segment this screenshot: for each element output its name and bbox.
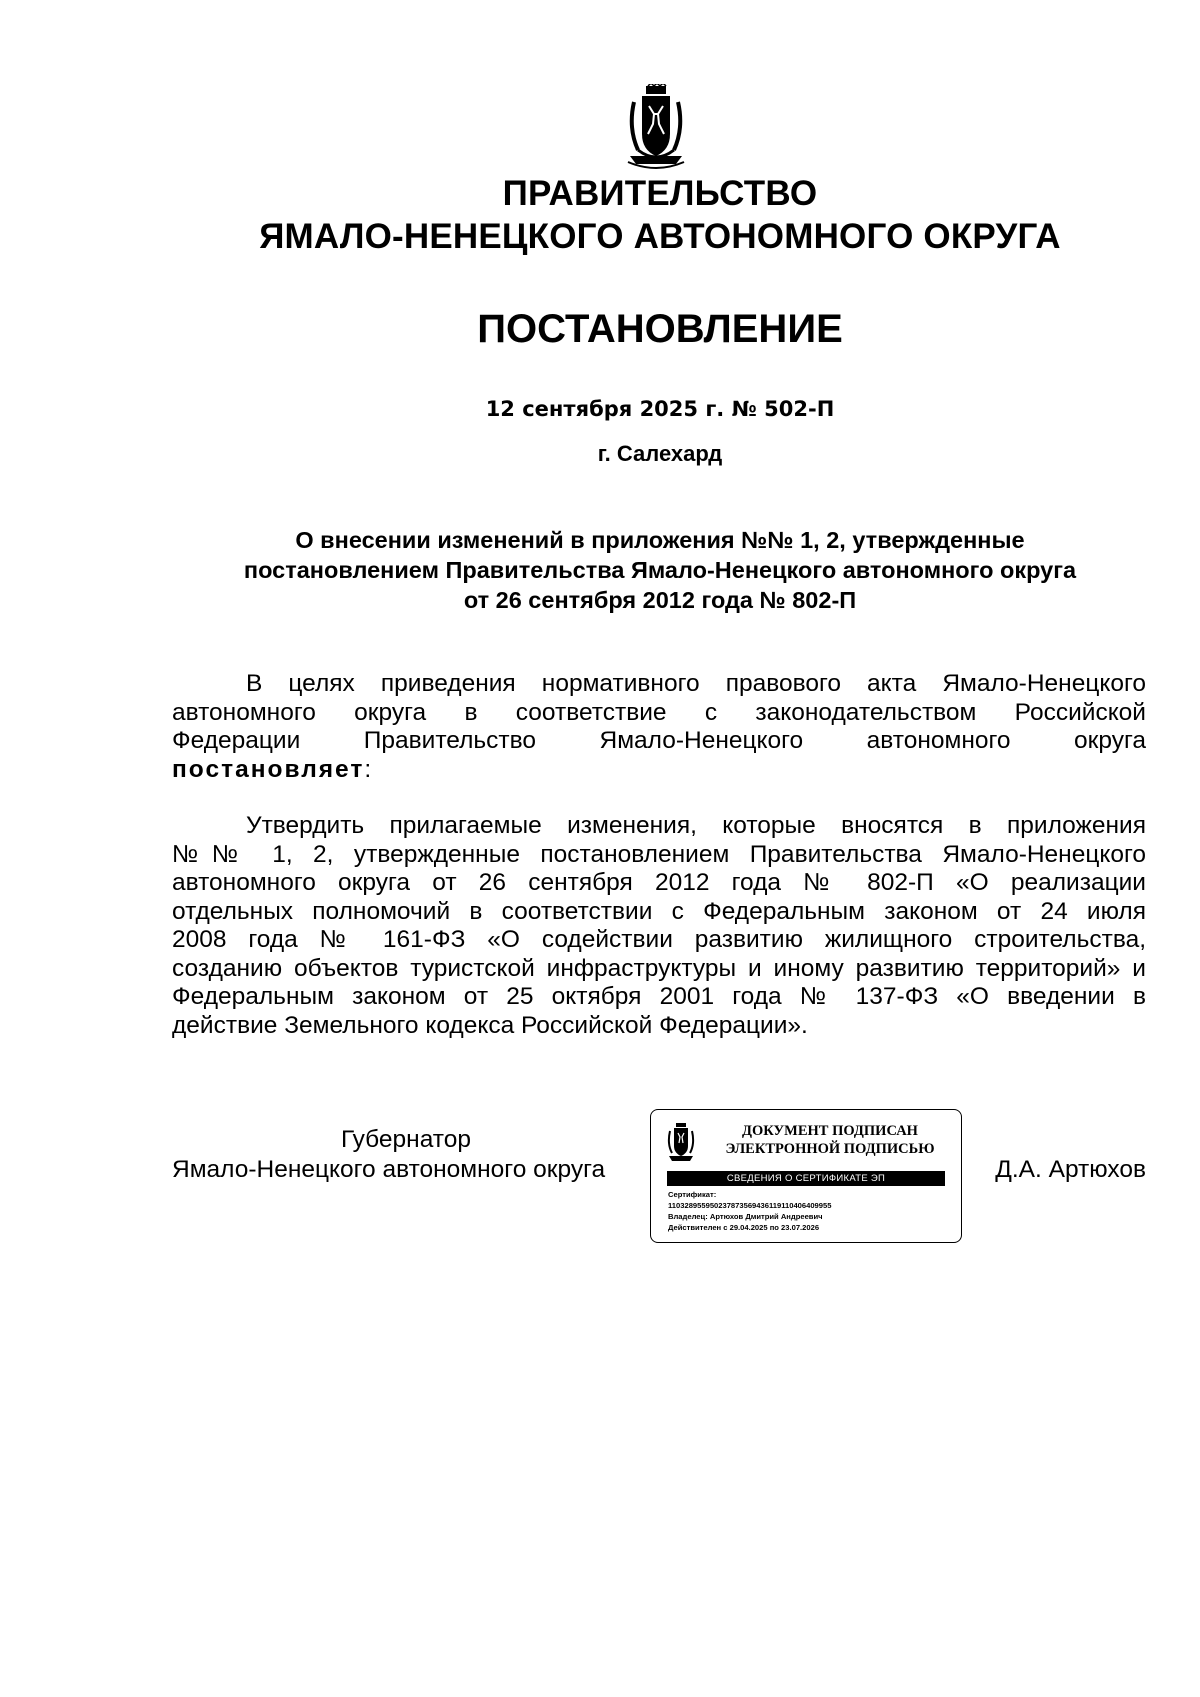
stamp-title-line: ЭЛЕКТРОННОЙ ПОДПИСЬЮ [725,1141,935,1157]
text-line [172,756,1146,785]
date-and-number: 12 сентября 2025 г. № 502-П [485,397,835,421]
org-title-line-2: ЯМАЛО-НЕНЕЦКОГО АВТОНОМНОГО ОКРУГА [259,217,1061,256]
document-type: ПОСТАНОВЛЕНИЕ [477,307,843,351]
text-line: 2008 года № 161-ФЗ «О содействии развитию жилищного строительства, [172,926,1146,953]
stamp-title [707,1122,953,1158]
text-line: Утвердить прилагаемые изменения, которые вносятся в приложения [246,812,1146,839]
resolves-keyword: постановляет [172,755,365,783]
certificate-validity: Действителен с 29.04.2025 по 23.07.2026 [668,1223,820,1232]
signer-name: Д.А. Артюхов [995,1156,1146,1183]
preamble-paragraph [172,670,1146,784]
signer-title: Губернатор [341,1126,471,1153]
stamp-title-line: ДОКУМЕНТ ПОДПИСАН [742,1123,918,1139]
coat-of-arms-icon [624,84,688,176]
org-title-line-1: ПРАВИТЕЛЬСТВО [502,174,818,213]
colon: : [364,755,372,783]
resolution-paragraph [172,812,1146,1040]
coat-of-arms-icon [667,1122,695,1164]
text-line: отдельных полномочий в соответствии с Федеральным законом от 24 июля [172,897,1146,925]
text-line: созданию объектов туристской инфраструктуры и иному развитию территорий» и [172,954,1146,982]
text-line: В целях приведения нормативного правового акта Ямало-Ненецкого [246,670,1146,697]
document-subject [60,525,1200,615]
electronic-signature-stamp [650,1109,962,1243]
certificate-number: 110328955950237873569436119110406409955 [668,1201,832,1210]
certificate-details [668,1189,831,1233]
text-line: автономного округа в соответствие с законодательством Российской [172,698,1146,726]
text-line: Федерации Правительство Ямало-Ненецкого автономного округа [172,727,1146,754]
subject-line: от 26 сентября 2012 года № 802-П [463,587,857,613]
certificate-label: Сертификат: [668,1190,717,1199]
text-line: автономного округа от 26 сентября 2012 года № 802-П «О реализации [172,869,1146,896]
subject-line: О внесении изменений в приложения №№ 1, 2, утвержденные [295,527,1025,553]
text-line: №№ 1, 2, утвержденные постановлением Правительства Ямало-Ненецкого [172,840,1146,868]
city: г. Салехард [597,441,723,466]
certificate-owner: Владелец: Артюхов Дмитрий Андреевич [668,1212,823,1221]
subject-line: постановлением Правительства Ямало-Ненецкого автономного округа [243,557,1077,583]
certificate-info-bar: СВЕДЕНИЯ О СЕРТИФИКАТЕ ЭП [667,1171,945,1186]
signer-organization: Ямало-Ненецкого автономного округа [172,1156,606,1183]
text-line: Федеральным законом от 25 октября 2001 года № 137-ФЗ «О введении в [172,983,1146,1010]
text-line: действие Земельного кодекса Российской Федерации». [172,1011,808,1039]
